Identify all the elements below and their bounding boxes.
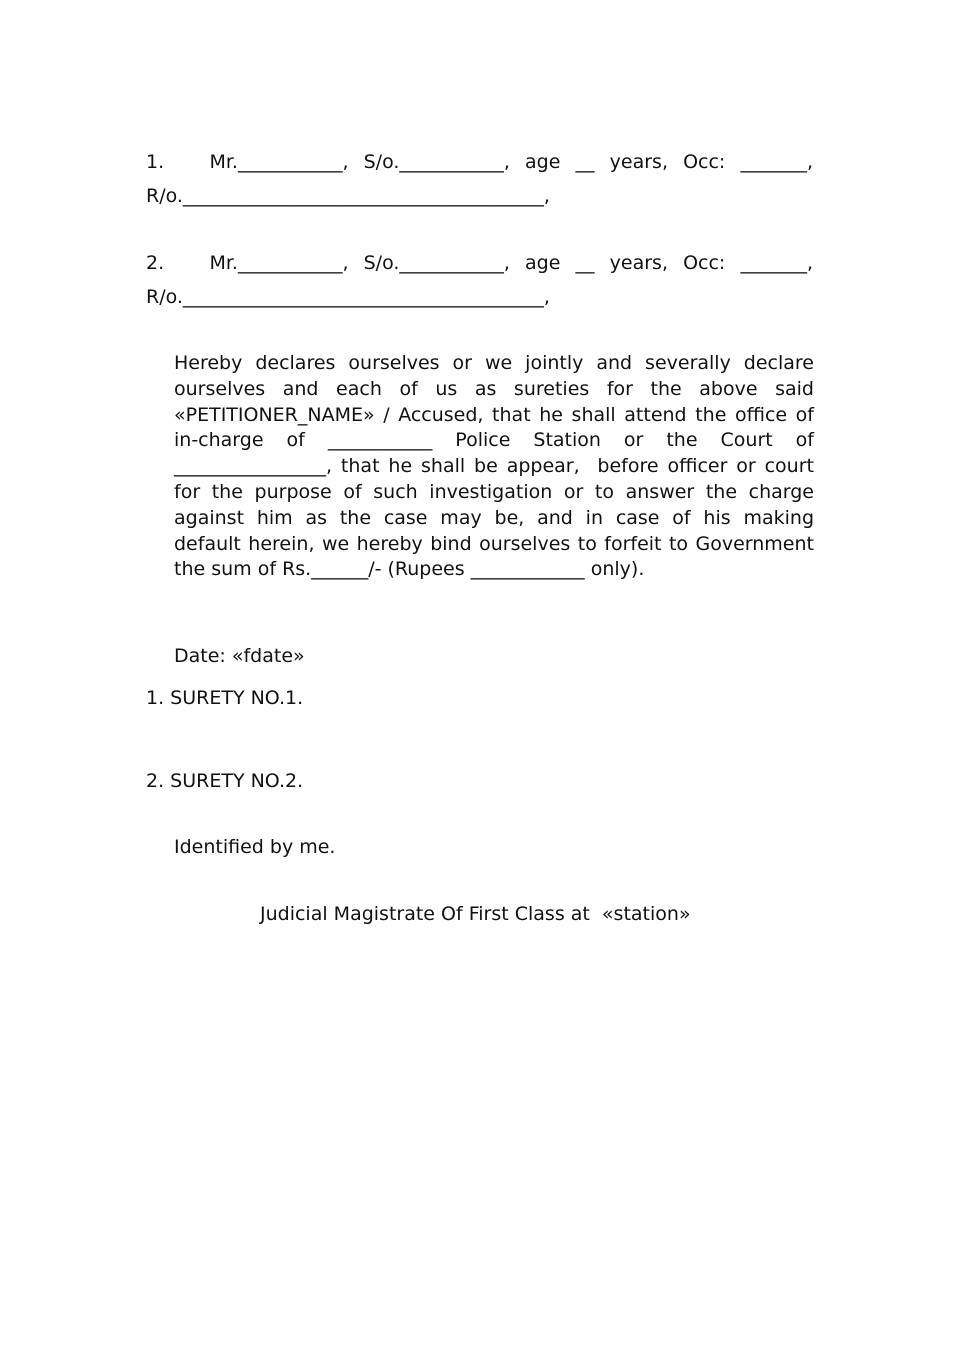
surety-no-2-label: 2. SURETY NO.2. [146, 770, 304, 792]
date-line: Date: «fdate» [174, 645, 305, 667]
declaration-line: ________________, that he shall be appear, before officer or court [174, 455, 814, 478]
surety-no-1-label: 1. SURETY NO.1. [146, 687, 304, 709]
declaration-line: «PETITIONER_NAME» / Accused, that he shall attend the office of [174, 403, 814, 426]
declaration-line: the sum of Rs.______/- (Rupees ____________ only). [174, 558, 645, 581]
surety-1-address-line: R/o.______________________________________, [146, 185, 550, 207]
surety-2-address-line: R/o.______________________________________, [146, 286, 550, 308]
declaration-line: in-charge of ___________ Police Station or the Court of [174, 429, 814, 452]
declaration-line: for the purpose of such investigation or to answer the charge [174, 480, 814, 503]
magistrate-signature-line: Judicial Magistrate Of First Class at «station» [260, 903, 691, 925]
surety-2-name-line: 2. Mr.___________, S/o.___________, age __ years, Occ: _______, [146, 252, 813, 274]
identified-by-text: Identified by me. [174, 836, 336, 858]
declaration-line: ourselves and each of us as sureties for the above said [174, 377, 814, 400]
declaration-line: Hereby declares ourselves or we jointly and severally declare [174, 352, 814, 374]
surety-1-name-line: 1. Mr.___________, S/o.___________, age __ years, Occ: _______, [146, 151, 813, 173]
declaration-line: against him as the case may be, and in case of his making [174, 506, 814, 529]
declaration-line: default herein, we hereby bind ourselves to forfeit to Government [174, 532, 814, 555]
declaration-paragraph [174, 351, 814, 583]
